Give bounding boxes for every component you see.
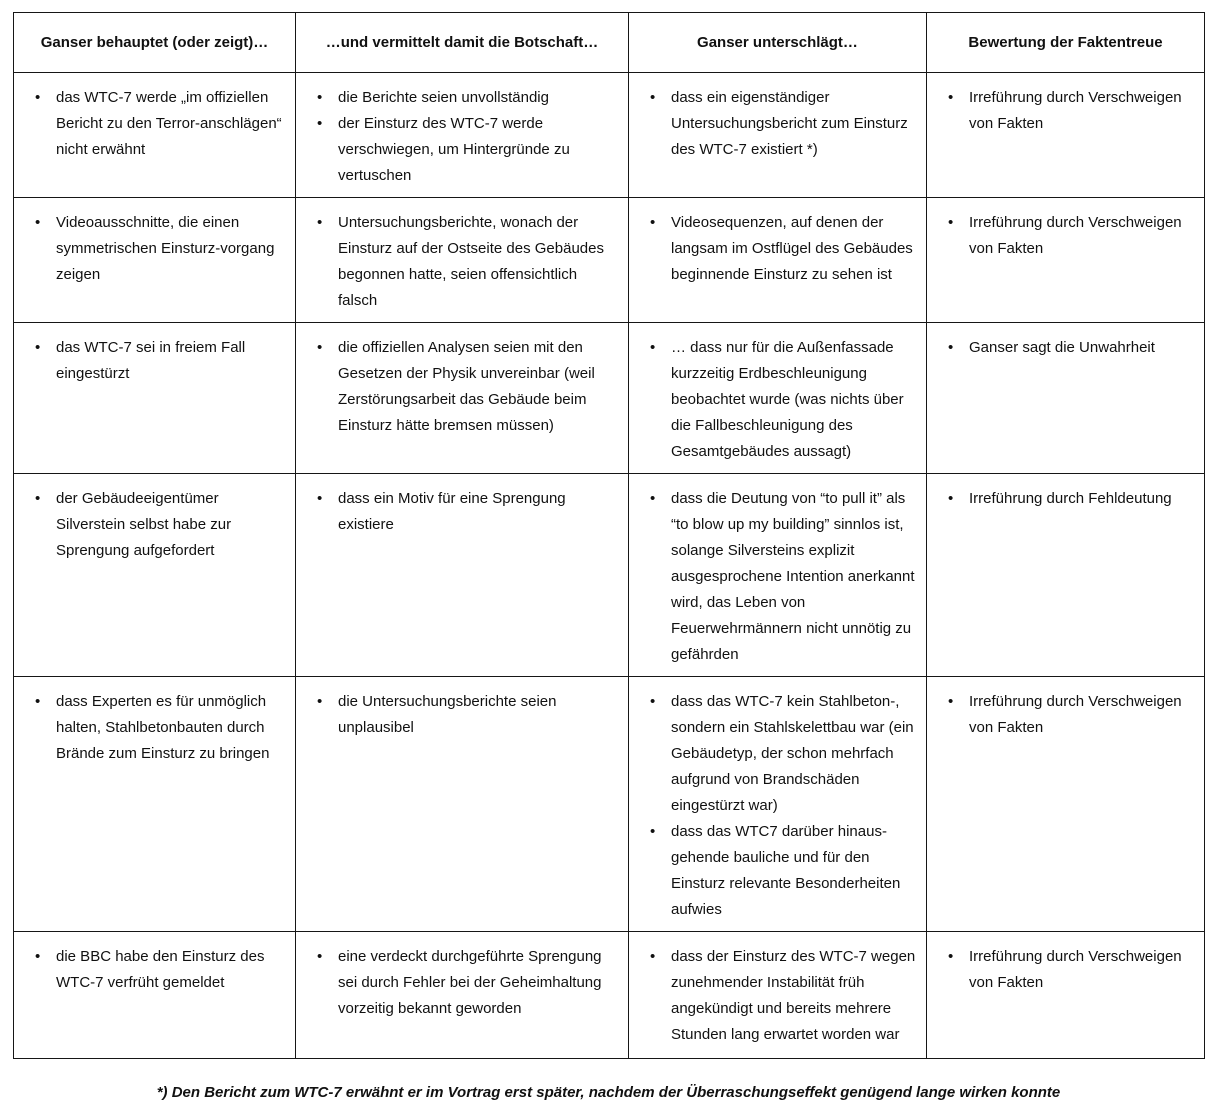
table-cell (296, 932, 629, 1059)
bullet-list (304, 210, 618, 314)
bullet-list (637, 335, 916, 465)
bullet-list (935, 335, 1194, 361)
bullet-list (304, 486, 618, 538)
bullet-item: • Irreführung durch Verschweigen von Fakten (935, 689, 1194, 741)
table-cell (14, 474, 296, 677)
bullet-item: • die BBC habe den Einsturz des WTC-7 verfrüht gemeldet (22, 944, 285, 996)
table-cell (629, 677, 927, 932)
table-cell (927, 323, 1205, 474)
bullet-item: • dass ein Motiv für eine Sprengung existiere (304, 486, 618, 538)
table-cell (14, 677, 296, 932)
table-cell (927, 677, 1205, 932)
table-row (14, 323, 1205, 474)
table-cell (14, 323, 296, 474)
table-cell (629, 73, 927, 198)
fact-check-table (13, 12, 1205, 1059)
bullet-list (637, 210, 916, 288)
bullet-item: • Irreführung durch Verschweigen von Fakten (935, 944, 1194, 996)
table-body (14, 73, 1205, 1059)
table-cell (296, 73, 629, 198)
bullet-item: • die Berichte seien unvollständig (304, 85, 618, 111)
bullet-item: • das WTC-7 sei in freiem Fall eingestürzt (22, 335, 285, 387)
bullet-item: • Videoausschnitte, die einen symmetrischen Einsturz-vorgang zeigen (22, 210, 285, 288)
table-cell (296, 323, 629, 474)
table-cell (927, 198, 1205, 323)
bullet-item: • dass der Einsturz des WTC-7 wegen zunehmender Instabilität früh angekündigt und bereits mehrere Stunden lang erwartet worden war (637, 944, 916, 1048)
bullet-list (935, 85, 1194, 137)
table-row (14, 677, 1205, 932)
bullet-item: • der Einsturz des WTC-7 werde verschwiegen, um Hintergründe zu vertuschen (304, 111, 618, 189)
bullet-item: • Videosequenzen, auf denen der langsam im Ostflügel des Gebäudes beginnende Einsturz zu sehen ist (637, 210, 916, 288)
table-cell (629, 323, 927, 474)
table-cell (927, 932, 1205, 1059)
bullet-item: • Untersuchungsberichte, wonach der Einsturz auf der Ostseite des Gebäudes begonnen hatte, seien offensichtlich falsch (304, 210, 618, 314)
table-row (14, 932, 1205, 1059)
bullet-list (22, 944, 285, 996)
bullet-list (935, 486, 1194, 512)
table-cell (927, 73, 1205, 198)
bullet-list (304, 335, 618, 439)
bullet-item: • die Untersuchungsberichte seien unplausibel (304, 689, 618, 741)
bullet-item: • dass die Deutung von “to pull it” als “to blow up my building” sinnlos ist, solange Silversteins explizit ausgesprochene Intention anerkannt wird, das Leben von Feuerwehrmännern nicht unnötig zu gefährden (637, 486, 916, 668)
bullet-item: • Irreführung durch Verschweigen von Fakten (935, 210, 1194, 262)
bullet-list (637, 85, 916, 163)
header-row (14, 13, 1205, 73)
table-row (14, 73, 1205, 198)
table-cell (629, 932, 927, 1059)
bullet-list (637, 689, 916, 923)
table-row (14, 198, 1205, 323)
table-cell (296, 198, 629, 323)
bullet-item: • dass Experten es für unmöglich halten, Stahlbetonbauten durch Brände zum Einsturz zu bringen (22, 689, 285, 767)
bullet-list (637, 486, 916, 668)
bullet-list (22, 85, 285, 163)
footnote: *) Den Bericht zum WTC-7 erwähnt er im Vortrag erst später, nachdem der Überraschungseffekt genügend lange wirken konnte (156, 1084, 1061, 1101)
bullet-list (304, 85, 618, 189)
bullet-list (22, 689, 285, 767)
bullet-item: • das WTC-7 werde „im offiziellen Bericht zu den Terror-anschlägen“ nicht erwähnt (22, 85, 285, 163)
bullet-item: • dass das WTC-7 kein Stahlbeton-, sondern ein Stahlskelettbau war (ein Gebäudetyp, der schon mehrfach aufgrund von Brandschäden eingestürzt war) (637, 689, 916, 819)
bullet-list (935, 944, 1194, 996)
table-cell (14, 198, 296, 323)
bullet-item: • Irreführung durch Verschweigen von Fakten (935, 85, 1194, 137)
bullet-item: • Irreführung durch Fehldeutung (935, 486, 1194, 512)
table-cell (296, 677, 629, 932)
column-header-message: …und vermittelt damit die Botschaft… (296, 13, 629, 73)
table-cell (296, 474, 629, 677)
bullet-list (304, 944, 618, 1022)
column-header-omissions: Ganser unterschlägt… (629, 13, 927, 73)
table-cell (629, 198, 927, 323)
bullet-item: • … dass nur für die Außenfassade kurzzeitig Erdbeschleunigung beobachtet wurde (was nichts über die Fallbeschleunigung des Gesamtgebäudes aussagt) (637, 335, 916, 465)
table-cell (629, 474, 927, 677)
bullet-list (935, 210, 1194, 262)
bullet-list (935, 689, 1194, 741)
bullet-item: • der Gebäudeeigentümer Silverstein selbst habe zur Sprengung aufgefordert (22, 486, 285, 564)
bullet-item: • dass das WTC7 darüber hinaus-gehende bauliche und für den Einsturz relevante Besonderheiten aufwies (637, 819, 916, 923)
table-cell (927, 474, 1205, 677)
table-cell (14, 932, 296, 1059)
bullet-list (304, 689, 618, 741)
column-header-claims: Ganser behauptet (oder zeigt)… (14, 13, 296, 73)
bullet-item: • die offiziellen Analysen seien mit den Gesetzen der Physik unvereinbar (weil Zerstörungsarbeit das Gebäude beim Einsturz hätte bremsen müssen) (304, 335, 618, 439)
bullet-item: • dass ein eigenständiger Untersuchungsbericht zum Einsturz des WTC-7 existiert *) (637, 85, 916, 163)
column-header-verdict: Bewertung der Faktentreue (927, 13, 1205, 73)
table-cell (14, 73, 296, 198)
bullet-item: • Ganser sagt die Unwahrheit (935, 335, 1194, 361)
bullet-list (22, 335, 285, 387)
bullet-list (637, 944, 916, 1048)
table-row (14, 474, 1205, 677)
bullet-item: • eine verdeckt durchgeführte Sprengung sei durch Fehler bei der Geheimhaltung vorzeitig bekannt geworden (304, 944, 618, 1022)
bullet-list (22, 210, 285, 288)
bullet-list (22, 486, 285, 564)
